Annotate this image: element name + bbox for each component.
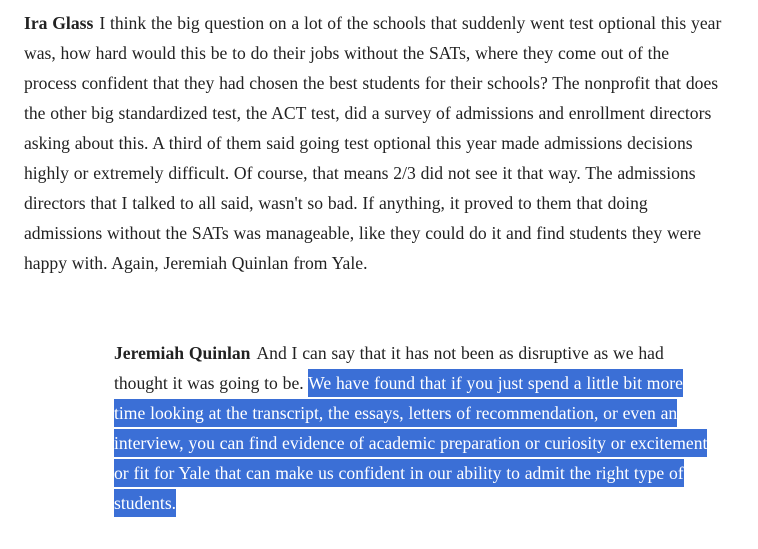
selected-text-highlight[interactable]: We have found that if you just spend a little bit more time looking at the transcript, the essays, letters of recommendation, or even an interview, you can find evidence of academic preparation or curiosity or excitement or fit for Yale that can make us confident in our ability to admit the right type of students. (114, 369, 707, 517)
turn-text[interactable]: I think the big question on a lot of the schools that suddenly went test optional this year was, how hard would this be to do their jobs without the SATs, where they come out of the process confident that they had chosen the best students for their schools? The nonprofit that does the other big standardized test, the ACT test, did a survey of admissions and enrollment directors asking about this. A third of them said going test optional this year made admissions decisions highly or extremely difficult. Of course, that means 2/3 did not see it that way. The admissions directors that I talked to all said, wasn't so bad. If anything, it proved to them that doing admissions without the SATs was manageable, like they could do it and find students they were happy with. Again, Jeremiah Quinlan from Yale. (24, 13, 722, 273)
transcript-turn (24, 8, 724, 278)
turn-text[interactable]: And I can say that it has not been as disruptive as we had thought it was going to be. (114, 343, 664, 393)
speaker-name: Jeremiah Quinlan (114, 343, 251, 363)
transcript-turn (114, 338, 714, 518)
speaker-name: Ira Glass (24, 13, 94, 33)
